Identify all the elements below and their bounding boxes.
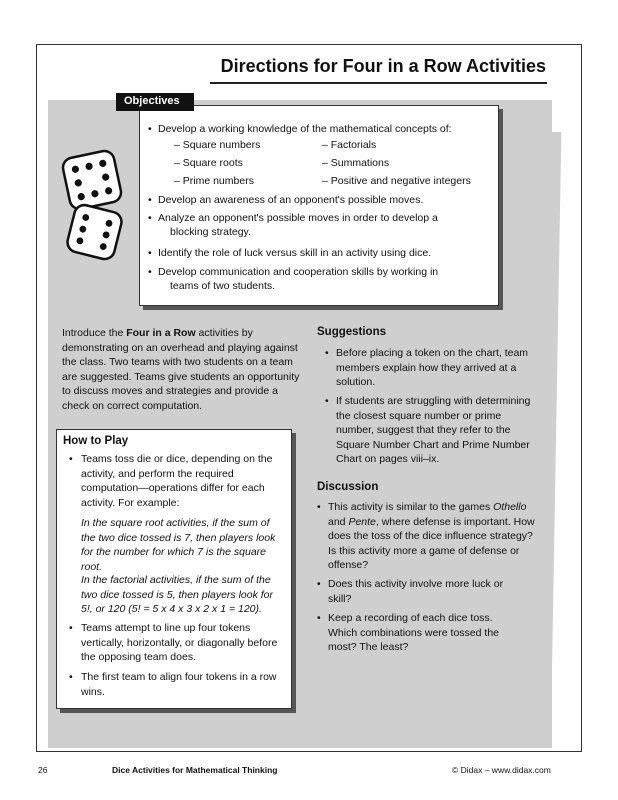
dice-icon [58,146,128,266]
page-title: Directions for Four in a Row Activities [220,56,546,76]
copyright: © Didax – www.didax.com [452,765,551,775]
rule-item: • The first team to align four tokens in a row wins. [81,670,285,699]
suggestion-item: • If students are struggling with determining the closest square number or prime number, suggest that they refer to the Square Number Chart and Prime Number Chart on pages viii–ix. [336,394,536,467]
concept-item: – Square roots [174,157,243,169]
discussion-item: • This activity is similar to the games Othello and Pente, where defense is important. How does the toss of the dice influence strategy? Is this activity more a game of defense or offense? [328,500,536,573]
suggestion-item: • Before placing a token on the chart, team members explain how they arrived at a solution. [336,346,536,390]
intro-paragraph: Introduce the Four in a Row activities by demonstrating on an overhead and playing against the class. Two teams with two students on a team are suggested. Teams give students an opportunity to discuss moves and strategies and provide a check on correct computation. [62,327,300,412]
concept-item: – Positive and negative integers [322,175,471,187]
book-title: Dice Activities for Mathematical Thinking [112,765,278,775]
objectives-box [139,105,499,306]
concept-item: – Factorials [322,139,377,151]
objectives-tab: Objectives [116,93,194,111]
objective-item: • Identify the role of luck versus skill in an activity using dice. [158,246,431,260]
activity-name: Four in a Row [126,327,196,339]
how-to-play-box [56,429,292,709]
objective-item: • Analyze an opponent's possible moves in order to develop a [158,211,438,225]
objective-item: • Develop an awareness of an opponent's possible moves. [158,193,423,207]
discussion-heading: Discussion [317,481,379,493]
rule-example: In the factorial activities, if the sum of the two dice tossed is 5, then players look for 5!, or 120 (5! = 5 x 4 x 3 x 2 x 1 = 120). [81,574,274,615]
concept-item: – Square numbers [174,139,261,151]
objective-item: • Develop communication and cooperation skills by working in [158,265,438,279]
how-to-play-heading: How to Play [63,435,129,447]
objective-item-cont: blocking strategy. [170,226,251,238]
suggestions-heading: Suggestions [317,326,387,338]
rule-item: • Teams toss die or dice, depending on the activity, and perform the required computation—operations differ for each activity. For example: [81,452,285,510]
objective-item-cont: teams of two students. [170,280,276,292]
rule-example: In the square root activities, if the sum of the two dice tossed is 7, then players look for the number for which 7 is the square root. [81,517,276,573]
discussion-item: • Does this activity involve more luck or skill? [328,577,524,606]
page-number: 26 [38,765,48,775]
concept-item: – Summations [322,157,390,169]
concept-item: – Prime numbers [174,175,254,187]
discussion-item: • Keep a recording of each dice toss. Which combinations were tossed the most? The least? [328,611,524,655]
objective-item: • Develop a working knowledge of the mathematical concepts of: [158,122,452,136]
rule-item: • Teams attempt to line up four tokens vertically, horizontally, or diagonally before the opposing team does. [81,621,285,665]
title-underline [210,82,547,84]
